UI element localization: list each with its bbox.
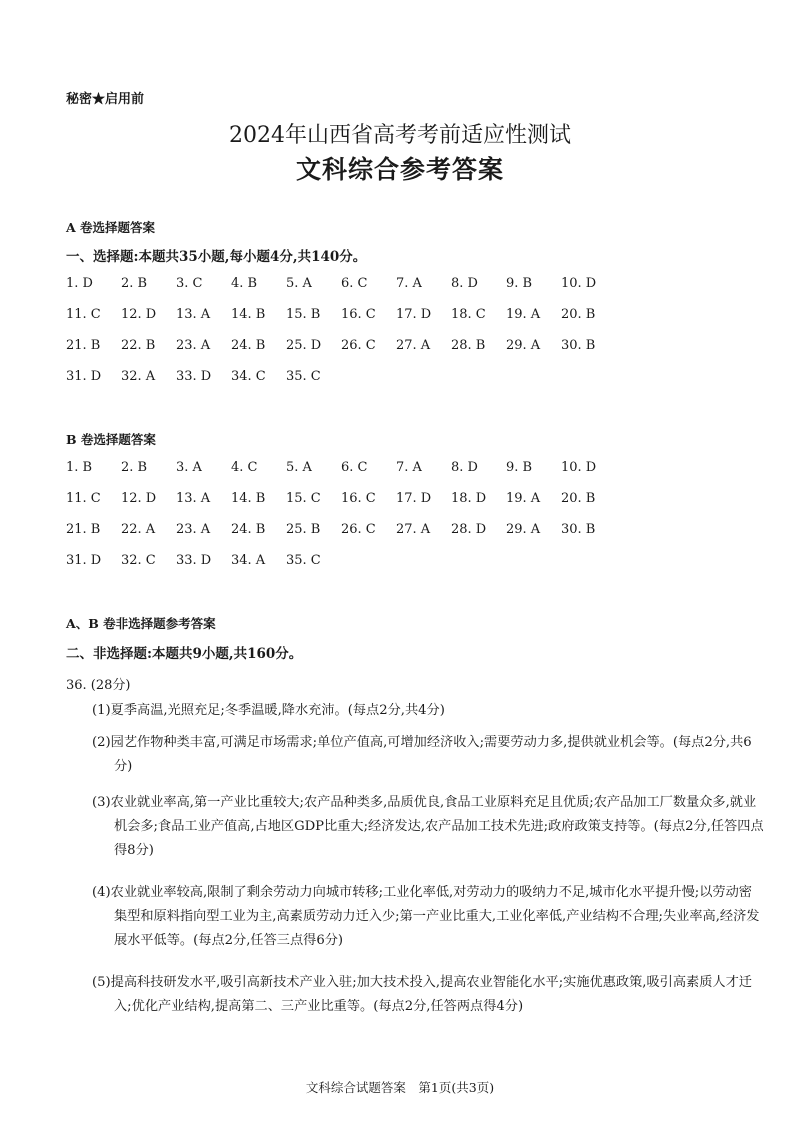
answer-36-1: (1)夏季高温,光照充足;冬季温暖,降水充沛。(每点2分,共4分) [92,703,445,718]
answer-cell: 2. B [121,276,148,291]
answer-cell: 9. B [506,460,533,475]
answer-cell: 17. D [396,307,432,322]
answer-cell: 20. B [561,307,596,322]
answer-cell: 12. D [121,491,157,506]
answer-36-3: (3)农业就业率高,第一产业比重较大;农产品种类多,品质优良,食品工业原料充足且优质;农产品加工厂数量众多,就业机会多;食品工业产值高,占地区GDP比重大;经济发达,农产品加工技术先进;政府政策支持等。(每点2分,任答四点得8分) [92,795,764,858]
answer-cell: 32. C [121,553,156,568]
answer-cell: 1. B [66,460,93,475]
answer-36-2: (2)园艺作物种类丰富,可满足市场需求;单位产值高,可增加经济收入;需要劳动力多,提供就业机会等。(每点2分,共6分) [92,735,752,774]
answer-cell: 8. D [451,276,478,291]
answer-row [66,483,626,514]
answer-cell: 5. A [286,276,312,291]
answer-cell: 12. D [121,307,157,322]
answer-cell: 7. A [396,276,422,291]
answer-cell: 32. A [121,369,156,384]
answer-cell: 20. B [561,491,596,506]
section-a-intro: 一、选择题:本题共35小题,每小题4分,共140分。 [66,249,367,265]
section-ab-intro: 二、非选择题:本题共9小题,共160分。 [66,646,303,662]
answer-cell: 33. D [176,369,212,384]
answer-cell: 3. A [176,460,202,475]
answer-row [66,361,626,392]
page-subtitle: 文科综合参考答案 [295,155,504,184]
page-footer: 文科综合试题答案 第1页(共3页) [305,1080,495,1095]
answer-cell: 24. B [231,338,266,353]
answer-cell: 4. C [231,460,258,475]
answer-cell: 26. C [341,522,376,537]
answer-cell: 31. D [66,553,102,568]
answer-cell: 34. A [231,553,266,568]
answer-row [66,545,626,576]
answer-cell: 28. D [451,522,487,537]
section-b-heading: B 卷选择题答案 [66,432,156,447]
answer-cell: 23. A [176,522,211,537]
answer-cell: 5. A [286,460,312,475]
answer-cell: 6. C [341,460,368,475]
answer-cell: 15. B [286,307,321,322]
answer-cell: 3. C [176,276,203,291]
question-36-heading: 36. (28分) [66,678,131,693]
answer-36-5: (5)提高科技研发水平,吸引高新技术产业入驻;加大技术投入,提高农业智能化水平;实施优惠政策,吸引高素质人才迁入;优化产业结构,提高第二、三产业比重等。(每点2分,任答两点得4分) [92,975,752,1014]
answer-cell: 4. B [231,276,258,291]
section-b-answer-grid [66,452,626,576]
answer-cell: 30. B [561,522,596,537]
answer-cell: 21. B [66,522,101,537]
answer-cell: 27. A [396,338,431,353]
answer-row [66,452,626,483]
answer-cell: 16. C [341,307,376,322]
answer-cell: 35. C [286,369,321,384]
answer-row [66,299,626,330]
answer-cell: 22. A [121,522,156,537]
page-title: 2024年山西省高考考前适应性测试 [229,123,571,148]
answer-cell: 25. D [286,338,322,353]
answer-cell: 10. D [561,460,597,475]
answer-cell: 18. C [451,307,486,322]
answer-cell: 18. D [451,491,487,506]
answer-cell: 26. C [341,338,376,353]
section-ab-heading: A、B 卷非选择题参考答案 [66,616,216,631]
answer-cell: 16. C [341,491,376,506]
answer-cell: 9. B [506,276,533,291]
answer-cell: 13. A [176,491,211,506]
answer-cell: 11. C [66,307,101,322]
answer-cell: 19. A [506,491,541,506]
answer-cell: 6. C [341,276,368,291]
answer-cell: 23. A [176,338,211,353]
answer-cell: 33. D [176,553,212,568]
answer-row [66,330,626,361]
answer-cell: 30. B [561,338,596,353]
answer-cell: 28. B [451,338,486,353]
answer-cell: 11. C [66,491,101,506]
answer-row [66,514,626,545]
answer-row [66,268,626,299]
confidential-label: 秘密★启用前 [66,92,145,107]
answer-cell: 34. C [231,369,266,384]
answer-cell: 14. B [231,307,266,322]
answer-cell: 2. B [121,460,148,475]
answer-cell: 29. A [506,338,541,353]
answer-cell: 14. B [231,491,266,506]
answer-cell: 1. D [66,276,93,291]
section-a-heading: A 卷选择题答案 [66,220,156,235]
answer-cell: 13. A [176,307,211,322]
answer-cell: 35. C [286,553,321,568]
answer-cell: 17. D [396,491,432,506]
answer-cell: 29. A [506,522,541,537]
answer-cell: 21. B [66,338,101,353]
answer-cell: 24. B [231,522,266,537]
answer-cell: 22. B [121,338,156,353]
answer-cell: 8. D [451,460,478,475]
answer-cell: 7. A [396,460,422,475]
answer-cell: 25. B [286,522,321,537]
answer-36-4: (4)农业就业率较高,限制了剩余劳动力向城市转移;工业化率低,对劳动力的吸纳力不足,城市化水平提升慢;以劳动密集型和原料指向型工业为主,高素质劳动力迁入少;第一产业比重大,工业化率低,产业结构不合理;失业率高,经济发展水平低等。(每点2分,任答三点得6分) [92,885,760,948]
section-a-answer-grid [66,268,626,392]
answer-cell: 15. C [286,491,321,506]
answer-cell: 19. A [506,307,541,322]
answer-cell: 27. A [396,522,431,537]
answer-cell: 31. D [66,369,102,384]
answer-cell: 10. D [561,276,597,291]
